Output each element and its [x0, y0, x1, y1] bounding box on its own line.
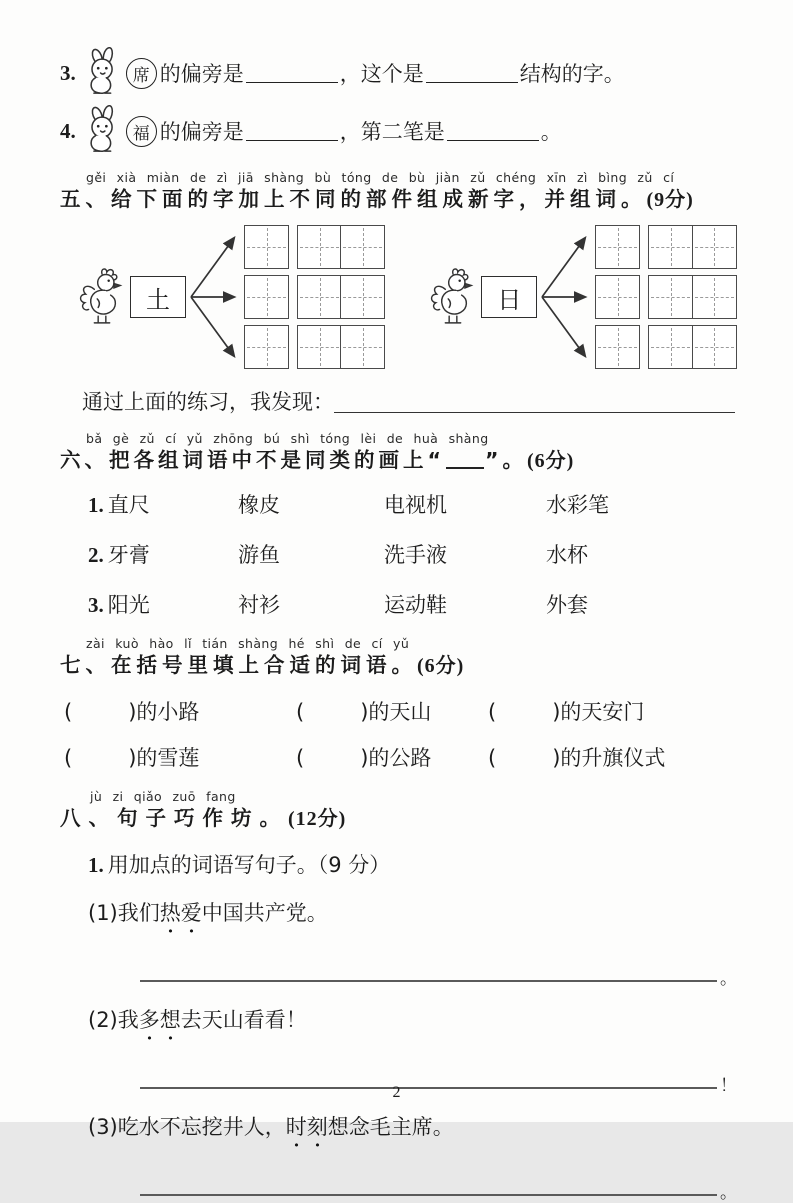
question-number: 4.: [60, 118, 76, 143]
grid-row: [244, 225, 385, 269]
word-item: 电视机: [384, 493, 447, 517]
section-6-title: [60, 446, 737, 475]
tianzige-cell: [692, 225, 737, 269]
fill-blank-long: [140, 1193, 717, 1196]
grid-row: [595, 325, 736, 369]
question-4: [60, 104, 737, 158]
tianzige-cell: [648, 275, 693, 319]
score-label: (6分): [526, 450, 575, 472]
bracket-item: ( )的天安门: [488, 700, 645, 724]
base-character-box: 土: [130, 276, 186, 318]
row-number: 1.: [88, 493, 104, 517]
tianzige-pair: [648, 325, 736, 369]
pinyin-line: jù zi qiǎo zuō fang: [90, 789, 236, 804]
bracket-item: ( )的小路: [64, 700, 200, 724]
bracket-item: ( )的公路: [296, 746, 432, 770]
fan-arrows: [188, 222, 244, 372]
discovery-label: 通过上面的练习，我发现：: [82, 390, 334, 414]
fan-arrows: [539, 222, 595, 372]
circled-character-xi: 席: [126, 58, 157, 89]
grid-row: [595, 225, 736, 269]
section-7-title: [60, 651, 737, 680]
rabbit-icon: [81, 48, 125, 98]
rooster-icon: [79, 266, 125, 328]
sentence-label: (2): [88, 1008, 118, 1032]
word-classification-grid: [88, 489, 737, 619]
tianzige-cell: [297, 275, 342, 319]
tianzige-cell: [595, 225, 640, 269]
tianzige-cell: [340, 325, 385, 369]
title-text: 七、在括号里填上合适的词语。: [60, 653, 417, 677]
score-label: (12分): [288, 808, 347, 830]
sentence-1: (1)我们热爱中国共产党。: [88, 901, 328, 925]
tianzige-pair: [297, 325, 385, 369]
question-text: ，这个是: [339, 62, 424, 86]
subquestion-1-title: [88, 849, 737, 879]
word-item: 外套: [546, 593, 588, 617]
subquestion-text: 用加点的词语写句子。（9 分）: [107, 853, 391, 877]
grid-row: [595, 275, 736, 319]
tianzige-cell: [244, 325, 289, 369]
writing-grids: [595, 225, 736, 369]
title-text: ”。: [484, 448, 527, 472]
tianzige-pair: [297, 275, 385, 319]
word-item: 水彩笔: [546, 493, 609, 517]
title-text: 五、给下面的字加上不同的部件组成新字，并组词。: [60, 187, 647, 211]
end-punctuation: 。: [720, 969, 737, 989]
emphasized-words: 多想: [138, 1008, 181, 1032]
exercise-group-tu: [78, 222, 385, 372]
fill-blank: [426, 66, 518, 83]
question-text: 。: [540, 120, 562, 144]
fill-blank-long: [334, 412, 735, 413]
circled-character-fu: 福: [126, 116, 157, 147]
end-punctuation: ！: [720, 1076, 737, 1096]
tianzige-cell: [648, 225, 693, 269]
rabbit-icon: [81, 106, 125, 156]
page-number: 2: [392, 1084, 401, 1101]
fill-blank-long: [140, 979, 717, 982]
tianzige-pair: [297, 225, 385, 269]
tianzige-cell: [595, 325, 640, 369]
word-item: 衬衫: [238, 593, 280, 617]
score-label: (9分): [646, 189, 694, 211]
pinyin-line: zài kuò hào lǐ tián shàng hé shì de cí yǔ: [86, 636, 410, 651]
word-item: 运动鞋: [384, 593, 447, 617]
question-text: ，第二笔是: [339, 120, 445, 144]
bracket-fill-row: [64, 696, 737, 726]
word-item: 橡皮: [238, 493, 280, 517]
tianzige-cell: [340, 275, 385, 319]
sentence-label: (3): [88, 1115, 118, 1139]
title-text: 八、句子巧作坊。: [60, 806, 288, 830]
bracket-item: ( )的天山: [296, 700, 432, 724]
emphasized-words: 热爱: [159, 901, 202, 925]
row-number: 2.: [88, 543, 104, 567]
sentence-3: (3)吃水不忘挖井人，时刻想念毛主席。: [88, 1115, 454, 1139]
tianzige-cell: [340, 225, 385, 269]
question-text: 的偏旁是: [159, 120, 244, 144]
sentence-2: (2)我多想去天山看看！: [88, 1008, 307, 1032]
grid-row: [244, 275, 385, 319]
tianzige-cell: [692, 325, 737, 369]
rooster-icon: [430, 266, 476, 328]
tianzige-cell: [648, 325, 693, 369]
fill-blank: [246, 124, 338, 141]
sentence-label: (1): [88, 901, 118, 925]
section-8-title: [60, 804, 737, 833]
bracket-fill-row: [64, 742, 737, 772]
answer-line-3: [140, 1183, 737, 1203]
exercise-group-ri: [429, 222, 736, 372]
discovery-line: [82, 386, 737, 416]
bracket-item: ( )的雪莲: [64, 746, 200, 770]
end-punctuation: 。: [720, 1183, 737, 1203]
fill-blank: [447, 124, 539, 141]
grid-row: [244, 325, 385, 369]
base-character-box: 日: [481, 276, 537, 318]
tianzige-pair: [648, 225, 736, 269]
tianzige-cell: [244, 225, 289, 269]
section-5-title: [60, 185, 737, 214]
question-number: 3.: [60, 60, 76, 85]
bracket-item: ( )的升旗仪式: [488, 746, 666, 770]
fill-blank: [246, 66, 338, 83]
tianzige-cell: [244, 275, 289, 319]
word-item: 洗手液: [384, 543, 447, 567]
character-building-exercise: [78, 222, 737, 372]
writing-grids: [244, 225, 385, 369]
question-text: 结构的字。: [519, 62, 625, 86]
word-item: 1. 直尺: [88, 493, 150, 517]
word-item: 游鱼: [238, 543, 280, 567]
word-item: 3. 阳光: [88, 593, 150, 617]
title-text: 六、把各组词语中不是同类的画上“: [60, 448, 445, 472]
tianzige-cell: [692, 275, 737, 319]
word-item: 2. 牙膏: [88, 543, 150, 567]
tianzige-cell: [297, 225, 342, 269]
pinyin-line: bǎ gè zǔ cí yǔ zhōng bú shì tóng lèi de huà shàng: [86, 431, 489, 446]
word-item: 水杯: [546, 543, 588, 567]
row-number: 3.: [88, 593, 104, 617]
tianzige-cell: [297, 325, 342, 369]
question-text: 的偏旁是: [159, 62, 244, 86]
score-label: (6分): [417, 655, 465, 677]
tianzige-pair: [648, 275, 736, 319]
pinyin-line: gěi xià miàn de zì jiā shàng bù tóng de bù jiàn zǔ chéng xīn zì bìng zǔ cí: [86, 170, 675, 185]
question-3: [60, 46, 737, 100]
tianzige-cell: [595, 275, 640, 319]
quoted-blank: [446, 451, 484, 469]
answer-line-1: [140, 969, 737, 989]
emphasized-words: 时刻: [285, 1115, 328, 1139]
subquestion-number: 1.: [88, 853, 104, 877]
